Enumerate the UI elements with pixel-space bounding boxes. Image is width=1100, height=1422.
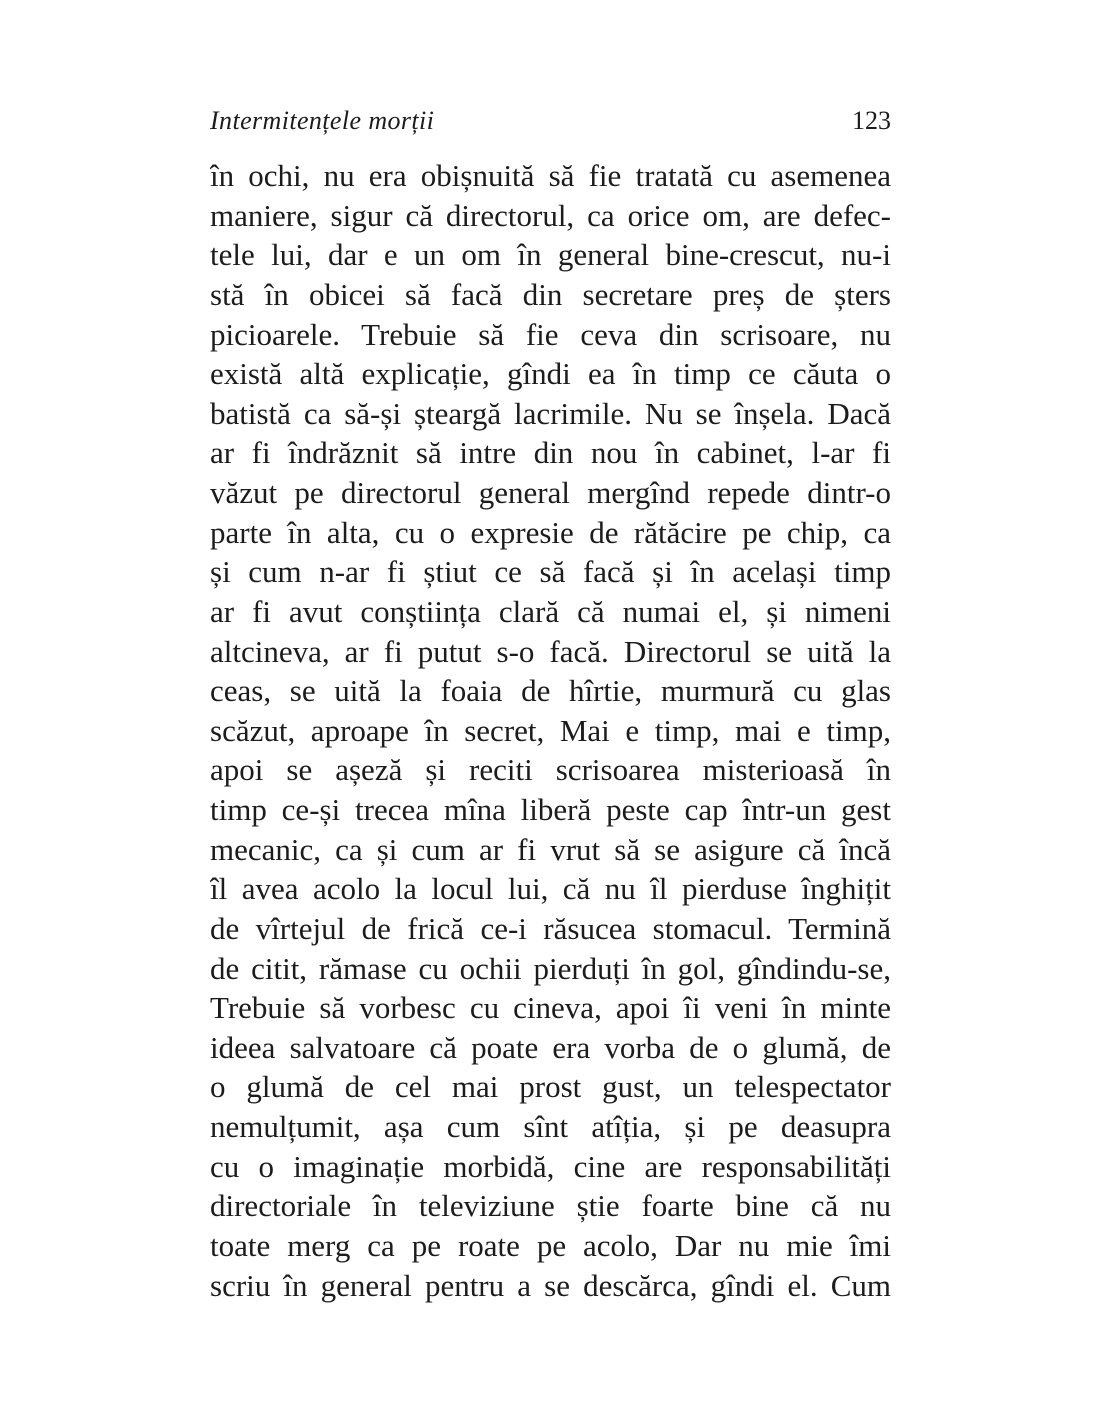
text-line: de vîrtejul de frică ce-i răsucea stomacul. Termină	[210, 910, 891, 946]
text-line: ideea salvatoare că poate era vorba de o glumă, de	[210, 1029, 891, 1065]
text-line: îl avea acolo la locul lui, că nu îl pierduse înghițit	[210, 871, 891, 907]
text-line: în ochi, nu era obișnuită să fie tratată cu asemenea	[210, 158, 891, 193]
text-line: stă în obicei să facă din secretare preș de șters	[210, 276, 891, 312]
text-line: apoi se așeză și reciti scrisoarea misterioasă în	[210, 752, 891, 788]
text-line: nemulțumit, așa cum sînt atîția, și pe deasupra	[210, 1109, 891, 1144]
text-line: maniere, sigur că directorul, ca orice om, are defec-	[210, 197, 891, 233]
text-line: tele lui, dar e un om în general bine-crescut, nu-i	[210, 237, 891, 273]
text-line: cu o imaginație morbidă, cine are responsabilități	[210, 1148, 891, 1184]
text-line: directoriale în televiziune știe foarte bine că nu	[210, 1188, 891, 1224]
text-line: o glumă de cel mai prost gust, un telespectator	[210, 1069, 891, 1105]
text-line: de citit, rămase cu ochii pierduți în gol, gîndindu-se,	[210, 950, 891, 986]
body-text	[210, 156, 891, 1305]
text-line: altcineva, ar fi putut s-o facă. Directorul se uită la	[210, 633, 891, 669]
text-line: parte în alta, cu o expresie de rătăcire pe chip, ca	[210, 514, 891, 550]
text-line: ceas, se uită la foaia de hîrtie, murmură cu glas	[210, 673, 891, 709]
text-line: ar fi îndrăznit să intre din nou în cabinet, l-ar fi	[210, 435, 891, 471]
page-number: 123	[852, 106, 891, 135]
text-line: scăzut, aproape în secret, Mai e timp, mai e timp,	[210, 712, 891, 748]
text-line: timp ce-și trecea mîna liberă peste cap într-un gest	[210, 792, 891, 827]
text-line: mecanic, ca și cum ar fi vrut să se asigure că încă	[210, 831, 891, 867]
text-line: văzut pe directorul general mergînd repede dintr-o	[210, 475, 891, 510]
text-line: ar fi avut conștiința clară că numai el, și nimeni	[210, 593, 891, 629]
page-header	[210, 106, 891, 136]
text-line: Trebuie să vorbesc cu cineva, apoi îi veni în minte	[210, 990, 891, 1026]
text-line: și cum n-ar fi știut ce să facă și în același timp	[210, 554, 891, 590]
running-title: Intermitențele morții	[210, 106, 435, 135]
text-line: batistă ca să-și șteargă lacrimile. Nu se înșela. Dacă	[210, 395, 891, 431]
text-line: există altă explicație, gîndi ea în timp ce căuta o	[210, 356, 891, 392]
text-line: scriu în general pentru a se descărca, gîndi el. Cum	[210, 1267, 891, 1303]
text-line: picioarele. Trebuie să fie ceva din scrisoare, nu	[210, 316, 891, 352]
text-line: toate merg ca pe roate pe acolo, Dar nu mie îmi	[210, 1227, 891, 1263]
